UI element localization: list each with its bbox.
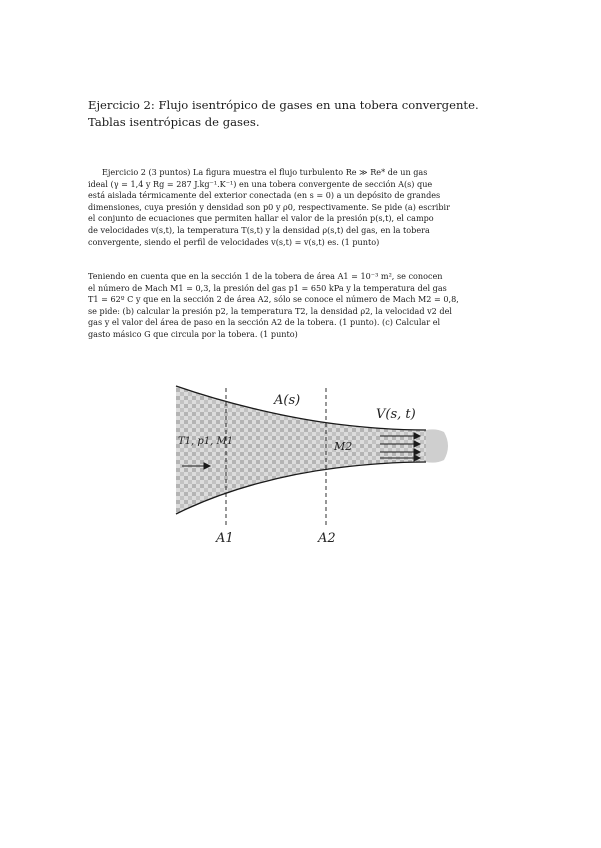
problem-paragraph-2 [88, 271, 530, 341]
state-1-label: T1, p1, M1 [178, 436, 234, 447]
text-line: de velocidades v(s,t), la temperatura T(s,t) y la densidad ρ(s,t) del gas, en la tobera [88, 224, 430, 235]
title-line-2: Tablas isentrópicas de gases. [88, 115, 260, 129]
text-line: gas y el valor del área de paso en la sección A2 de la tobera. (1 punto). (c) Calcular el [88, 317, 441, 328]
text-line: el conjunto de ecuaciones que permiten hallar el valor de la presión p(s,t), el campo [88, 213, 434, 224]
text-line: convergente, siendo el perfil de velocidades v(s,t) = v(s,t) es. (1 punto) [88, 236, 380, 247]
nozzle-figure [168, 364, 458, 546]
text-line: Teniendo en cuenta que en la sección 1 de la tobera de área A1 = 10⁻³ m², se conocen [88, 271, 443, 281]
title-line-1: Ejercicio 2: Flujo isentrópico de gases en una tobera convergente. [88, 98, 479, 112]
section-2-label: A2 [318, 531, 336, 546]
text-line: Ejercicio 2 (3 puntos) La figura muestra el flujo turbulento Re ≫ Re* de un gas [102, 167, 428, 177]
text-line: gasto másico G que circula por la tobera. (1 punto) [88, 328, 298, 339]
problem-paragraph-1 [88, 167, 530, 248]
velocity-label: V(s, t) [376, 407, 416, 422]
text-line: el número de Mach M1 = 0,3, la presión del gas p1 = 650 kPa y la temperatura del gas [88, 282, 447, 293]
mach-2-label: M2 [334, 440, 353, 453]
page-title [88, 97, 528, 131]
text-line: se pide: (b) calcular la presión p2, la temperatura T2, la densidad ρ2, la velocidad v2 del [88, 305, 452, 316]
text-line: ideal (γ = 1,4 y Rg = 287 J.kg⁻¹.K⁻¹) en una tobera convergente de sección A(s) que [88, 178, 433, 189]
area-label: A(s) [274, 393, 301, 408]
text-line: T1 = 62º C y que en la sección 2 de área A2, sólo se conoce el número de Mach M2 = 0,8, [88, 294, 459, 305]
exit-jet [426, 429, 448, 462]
nozzle-body [176, 386, 426, 514]
section-1-label: A1 [216, 531, 234, 546]
text-line: dimensiones, cuya presión y densidad son p0 y ρ0, respectivamente. Se pide (a) escribir [88, 201, 450, 212]
text-line: está aislada térmicamente del exterior conectada (en s = 0) a un depósito de grandes [88, 190, 441, 201]
